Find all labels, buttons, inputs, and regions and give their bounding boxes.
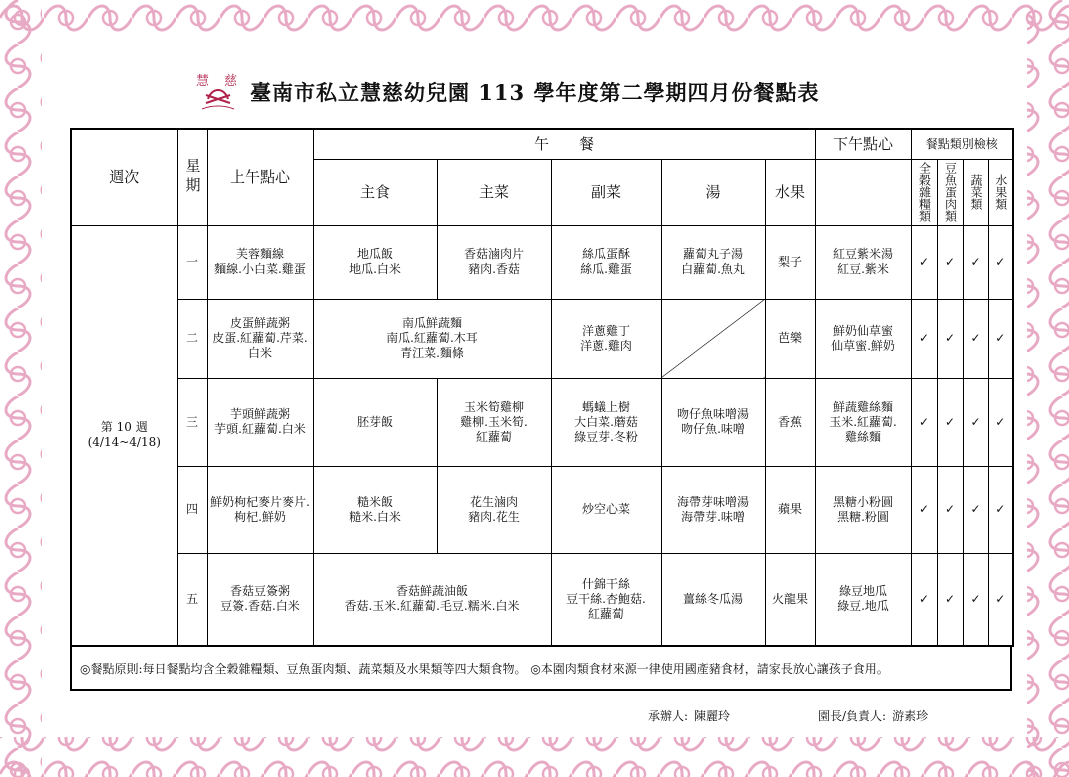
check-mark-icon: ✓ — [937, 466, 963, 553]
day-cell: 五 — [177, 553, 207, 646]
fruit-cell: 芭樂 — [765, 299, 815, 378]
header-day: 星期 — [177, 129, 207, 225]
afternoon-snack-cell: 綠豆地瓜 綠豆.地瓜 — [815, 553, 911, 646]
header-grain: 全穀雜糧類 — [911, 159, 937, 225]
header-main-dish: 主菜 — [437, 159, 551, 225]
day-cell: 三 — [177, 378, 207, 466]
header-protein: 豆魚蛋肉類 — [937, 159, 963, 225]
header-afternoon-snack: 下午點心 — [815, 129, 911, 159]
morning-snack-cell: 鮮奶枸杞麥片麥片.枸杞.鮮奶 — [207, 466, 313, 553]
check-mark-icon: ✓ — [911, 378, 937, 466]
check-mark-icon: ✓ — [963, 225, 988, 299]
check-mark-icon: ✓ — [911, 225, 937, 299]
check-mark-icon: ✓ — [988, 553, 1013, 646]
fruit-cell: 梨子 — [765, 225, 815, 299]
afternoon-snack-cell: 紅豆紫米湯 紅豆.紫米 — [815, 225, 911, 299]
organizer-signature: 承辦人: 陳麗玲 — [648, 709, 731, 723]
header-soup: 湯 — [661, 159, 765, 225]
check-mark-icon: ✓ — [911, 299, 937, 378]
staple-cell: 糙米飯 糙米.白米 — [313, 466, 437, 553]
combined-lunch-cell: 南瓜鮮蔬麵 南瓜.紅蘿蔔.木耳 青江菜.麵條 — [313, 299, 551, 378]
side-dish-cell: 炒空心菜 — [551, 466, 661, 553]
soup-cell: 薑絲冬瓜湯 — [661, 553, 765, 646]
fruit-cell: 香蕉 — [765, 378, 815, 466]
svg-text:慧: 慧 — [196, 74, 210, 89]
morning-snack-cell: 皮蛋鮮蔬粥 皮蛋.紅蘿蔔.芹菜.白米 — [207, 299, 313, 378]
morning-snack-cell: 芙蓉麵線 麵線.小白菜.雞蛋 — [207, 225, 313, 299]
main-dish-cell: 花生滷肉 豬肉.花生 — [437, 466, 551, 553]
svg-text:慈: 慈 — [224, 74, 238, 89]
morning-snack-cell: 芋頭鮮蔬粥 芋頭.紅蘿蔔.白米 — [207, 378, 313, 466]
menu-table — [70, 128, 1014, 647]
day-cell: 四 — [177, 466, 207, 553]
morning-snack-cell: 香菇豆簽粥 豆簽.香菇.白米 — [207, 553, 313, 646]
header — [190, 72, 890, 112]
header-fruit: 水果 — [765, 159, 815, 225]
week-cell: 第 10 週 (4/14~4/18) — [71, 225, 177, 646]
check-mark-icon: ✓ — [911, 553, 937, 646]
table-row — [71, 299, 1013, 378]
header-vegetable: 蔬菜類 — [963, 159, 988, 225]
notes — [70, 647, 1012, 691]
main-dish-cell: 香菇滷肉片 豬肉.香菇 — [437, 225, 551, 299]
check-mark-icon: ✓ — [988, 466, 1013, 553]
soup-cell: 吻仔魚味噌湯 吻仔魚.味噌 — [661, 378, 765, 466]
director-signature: 園長/負責人: 游素珍 — [818, 709, 929, 723]
side-dish-cell: 絲瓜蛋酥 絲瓜.雞蛋 — [551, 225, 661, 299]
page-title: 臺南市私立慧慈幼兒園 113 學年度第二學期四月份餐點表 — [250, 80, 820, 105]
side-dish-cell: 什錦干絲 豆干絲.杏鮑菇. 紅蘿蔔 — [551, 553, 661, 646]
header-lunch: 午 餐 — [313, 129, 815, 159]
day-cell: 二 — [177, 299, 207, 378]
check-mark-icon: ✓ — [937, 553, 963, 646]
notes-text: ◎餐點原則:每日餐點均含全穀雜糧類、豆魚蛋肉類、蔬菜類及水果類等四大類食物。 ◎本園肉類食材來源一律使用國產豬食材，請家長放心讓孩子食用。 — [80, 661, 889, 676]
table-row — [71, 466, 1013, 553]
afternoon-snack-cell: 鮮蔬雞絲麵 玉米.紅蘿蔔. 雞絲麵 — [815, 378, 911, 466]
check-mark-icon: ✓ — [963, 553, 988, 646]
header-fruit-category: 水果類 — [988, 159, 1013, 225]
day-cell: 一 — [177, 225, 207, 299]
check-mark-icon: ✓ — [963, 466, 988, 553]
school-logo-icon — [190, 69, 246, 115]
check-mark-icon: ✓ — [988, 225, 1013, 299]
header-category-check: 餐點類別檢核 — [911, 129, 1013, 159]
combined-lunch-cell: 香菇鮮蔬油飯 香菇.玉米.紅蘿蔔.毛豆.糯米.白米 — [313, 553, 551, 646]
check-mark-icon: ✓ — [937, 378, 963, 466]
afternoon-snack-cell: 黑糖小粉圓 黑糖.粉圓 — [815, 466, 911, 553]
soup-cell: 海帶芽味噌湯 海帶芽.味噌 — [661, 466, 765, 553]
check-mark-icon: ✓ — [963, 299, 988, 378]
table-row — [71, 225, 1013, 299]
main-dish-cell: 玉米筍雞柳 雞柳.玉米筍. 紅蘿蔔 — [437, 378, 551, 466]
header-week: 週次 — [71, 129, 177, 225]
fruit-cell: 蘋果 — [765, 466, 815, 553]
check-mark-icon: ✓ — [963, 378, 988, 466]
afternoon-snack-cell: 鮮奶仙草蜜 仙草蜜.鮮奶 — [815, 299, 911, 378]
check-mark-icon: ✓ — [937, 225, 963, 299]
header-afternoon-blank — [815, 159, 911, 225]
check-mark-icon: ✓ — [911, 466, 937, 553]
soup-empty-cell — [661, 299, 765, 378]
side-dish-cell: 螞蟻上樹 大白菜.蘑菇 綠豆芽.冬粉 — [551, 378, 661, 466]
table-row — [71, 378, 1013, 466]
staple-cell: 胚芽飯 — [313, 378, 437, 466]
header-staple: 主食 — [313, 159, 437, 225]
soup-cell: 蘿蔔丸子湯 白蘿蔔.魚丸 — [661, 225, 765, 299]
side-dish-cell: 洋蔥雞丁 洋蔥.雞肉 — [551, 299, 661, 378]
header-side-dish: 副菜 — [551, 159, 661, 225]
table-row — [71, 553, 1013, 646]
fruit-cell: 火龍果 — [765, 553, 815, 646]
check-mark-icon: ✓ — [988, 299, 1013, 378]
check-mark-icon: ✓ — [988, 378, 1013, 466]
header-morning-snack: 上午點心 — [207, 129, 313, 225]
check-mark-icon: ✓ — [937, 299, 963, 378]
staple-cell: 地瓜飯 地瓜.白米 — [313, 225, 437, 299]
